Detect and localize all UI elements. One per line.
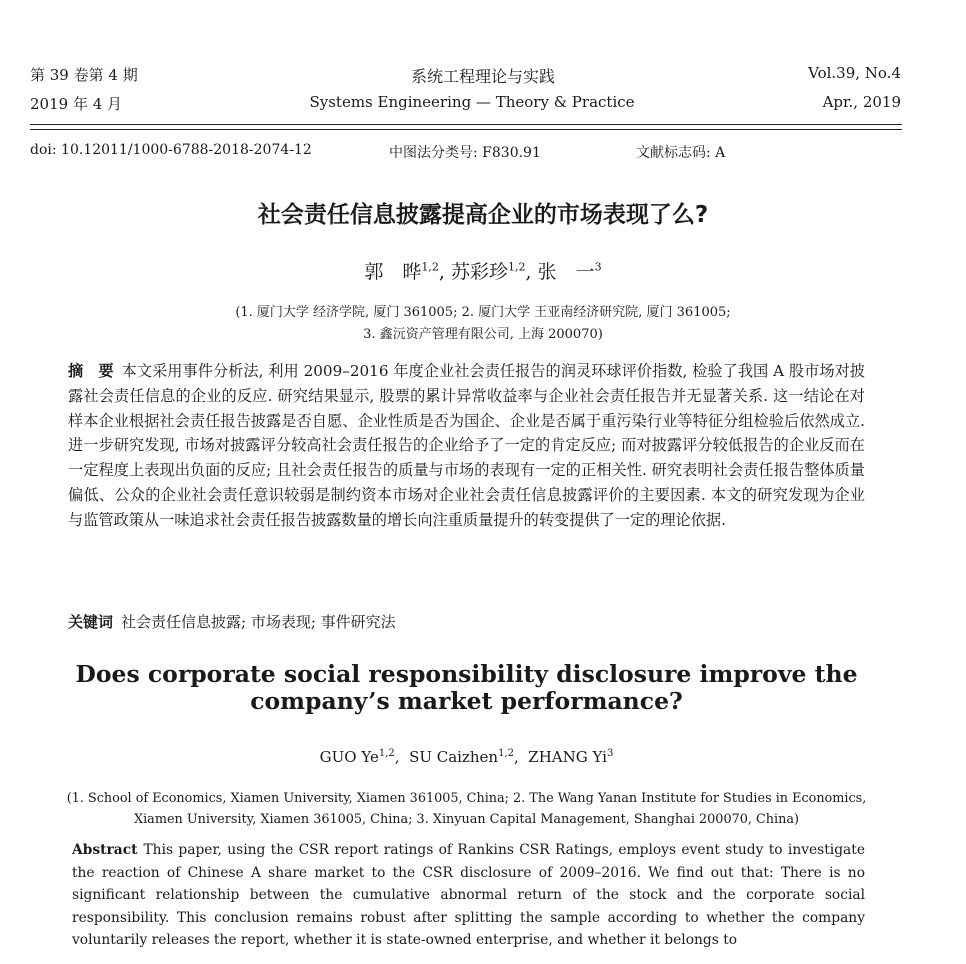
authors-en: [0, 748, 933, 766]
keywords-cn-label: 关键词: [68, 613, 114, 631]
author-en: ZHANG Yi$^3$: [528, 748, 614, 766]
clc-number: [389, 142, 541, 162]
affiliation-cn-line-2: 3. 鑫沅资产管理有限公司, 上海 200070): [363, 327, 603, 342]
document-code: [636, 142, 725, 162]
author-cn: 张 一$^3$: [537, 260, 602, 283]
header-rule-top: [30, 124, 902, 125]
abstract-en-label: Abstract: [72, 842, 138, 858]
clc-value: F830.91: [482, 145, 541, 161]
paper-title-en: [0, 661, 933, 715]
abstract-en-text: This paper, using the CSR report ratings of Rankins CSR Ratings, employs event study to investigate the reaction of Chinese A share market to the CSR disclosure of 2009–2016. We find out that: There is no significant relationship between the cumulative abnormal return of the stock and the corporate social responsibility. This conclusion remains robust after splitting the sample according to whether the company voluntarily releases the report, whether it is state-owned enterprise, and whether it belongs to: [72, 842, 865, 949]
journal-title-cn: 系统工程理论与实践: [410, 67, 555, 86]
volume-cn: 第 39 卷第 4 期: [30, 66, 138, 84]
author-en: GUO Ye$^{1,2}$,: [319, 748, 410, 766]
author-cn: 苏彩珍$^{1,2}$,: [450, 260, 538, 283]
affiliation-en-line-1: (1. School of Economics, Xiamen University, Xiamen 361005, China; 2. The Wang Yanan Institute for Studies in Economics,: [66, 791, 867, 806]
affiliations-en: [0, 788, 933, 830]
author-cn: 郭 晔$^{1,2}$,: [364, 260, 451, 283]
header-rule-bottom: [30, 129, 902, 130]
authors-cn: [0, 257, 966, 284]
doi: doi: 10.12011/1000-6788-2018-2074-12: [30, 142, 312, 158]
affiliation-cn-line-1: (1. 厦门大学 经济学院, 厦门 361005; 2. 厦门大学 王亚南经济研究院, 厦门 361005;: [235, 305, 731, 320]
clc-label: 中图法分类号:: [389, 145, 478, 161]
date-cn: 2019 年 4 月: [30, 95, 123, 113]
abstract-cn-text: 本文采用事件分析法, 利用 2009–2016 年度企业社会责任报告的润灵环球评价指数, 检验了我国 A 股市场对披露社会责任信息的企业的反应. 研究结果显示, 股票的累计异常收益率与企业社会责任报告并无显著关系. 这一结论在对样本企业根据社会责任报告披露是否自愿、企业性质是否为国企、企业是否属于重污染行业等特征分组检验后依然成立. 进一步研究发现, 市场对披露评分较高社会责任报告的企业给予了一定的肯定反应; 而对披露评分较低报告的企业反而在一定程度上表现出负面的反应; 且社会责任报告的质量与市场的表现有一定的正相关性. 研究表明社会责任报告整体质量偏低、公众的企业社会责任意识较弱是制约资本市场对企业社会责任信息披露评价的主要因素. 本文的研究发现为企业与监管政策从一味追求社会责任报告披露数量的增长向注重质量提升的转变提供了一定的理论依据.: [68, 362, 865, 529]
keywords-cn-text: 社会责任信息披露; 市场表现; 事件研究法: [121, 613, 396, 631]
abstract-cn-label: 摘 要: [68, 362, 114, 380]
abstract-en: [72, 839, 865, 952]
keywords-cn: [68, 611, 396, 632]
affiliation-en-line-2: Xiamen University, Xiamen 361005, China; 3. Xinyuan Capital Management, Shanghai 200070, China): [133, 812, 799, 827]
abstract-cn: [68, 359, 865, 533]
affiliations-cn: [0, 302, 966, 346]
document-code-label: 文献标志码:: [636, 145, 711, 161]
author-en: SU Caizhen$^{1,2}$,: [409, 748, 529, 766]
date-en: Apr., 2019: [822, 93, 901, 111]
paper-title-en-line-1: Does corporate social responsibility disclosure improve the: [75, 660, 858, 688]
document-code-value: A: [715, 145, 726, 161]
volume-en: Vol.39, No.4: [808, 64, 901, 82]
paper-title-en-line-2: company’s market performance?: [250, 687, 683, 715]
journal-title-en: Systems Engineering — Theory & Practice: [309, 93, 635, 111]
paper-title-cn: 社会责任信息披露提高企业的市场表现了么?: [257, 202, 709, 228]
